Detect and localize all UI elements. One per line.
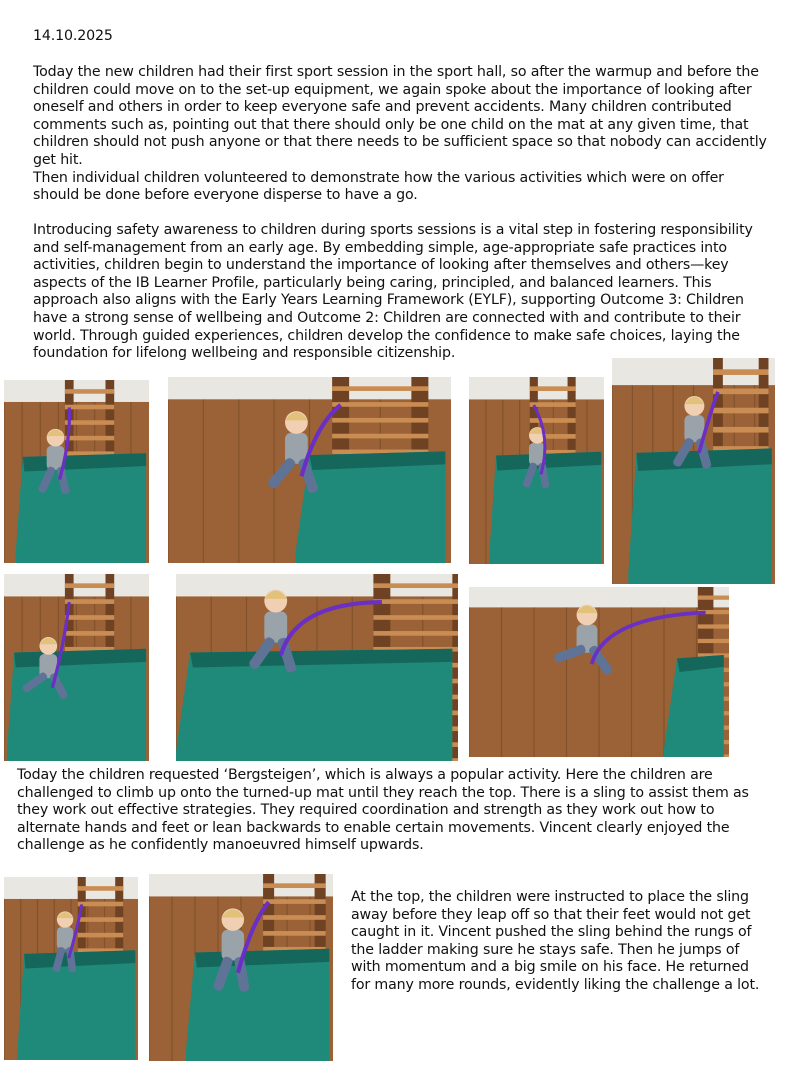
photo-climb-5 bbox=[4, 574, 149, 761]
photo-climb-6 bbox=[176, 574, 458, 761]
bergsteigen-paragraph: Today the children requested ‘Bergsteigen’, which is always a popular activity. Here the children are challenged to climb up onto the turned-up mat until they reach the top. There is a sling to assist them as they work out effective strategies. They required coordination and strength as they work out how to alternate hands and feet or lean backwards to enable certain movements. Vincent clearly enjoyed the challenge as he confidently manoeuvred himself upwards. bbox=[17, 767, 749, 854]
intro-text: Today the new children had their first sport session in the sport hall, so after the warmup and before the children could move on to the set-up equipment, we again spoke about the importance of looking after oneself and others in order to keep everyone safe and prevent accidents. Many children contributed comments such as, pointing out that there should only be one child on the mat at any given time, that children should not push anyone or that there needs to be sufficient space so that nobody can accidently get hit. bbox=[33, 64, 767, 168]
photo-jump bbox=[469, 587, 729, 757]
photo-climb-2 bbox=[168, 377, 451, 563]
photo-climb-3 bbox=[469, 377, 604, 564]
top-of-mat-paragraph: At the top, the children were instructed to place the sling away before they leap off so that their feet would not get caught in it. Vincent pushed the sling behind the rungs of the ladder making sure he stays safe. Then he jumps of with momentum and a big smile on his face. He returned for many more rounds, evidently liking the challenge a lot. bbox=[351, 889, 760, 993]
document-date: 14.10.2025 bbox=[33, 28, 113, 44]
volunteer-text: Then individual children volunteered to demonstrate how the various activities which were on offer should be done before everyone disperse to have a go. bbox=[33, 169, 724, 204]
photo-climb-4 bbox=[612, 358, 775, 584]
safety-paragraph: Introducing safety awareness to children during sports sessions is a vital step in fostering responsibility and self-management from an early age. By embedding simple, age-appropriate safe practices into activities, children begin to understand the importance of looking after themselves and others—key aspects of the IB Learner Profile, particularly being caring, principled, and balanced learners. This approach also aligns with the Early Years Learning Framework (EYLF), supporting Outcome 3: Children have a strong sense of wellbeing and Outcome 2: Children are connected with and contribute to their world. Through guided experiences, children develop the confidence to make safe choices, laying the foundation for lifelong wellbeing and responsible citizenship. bbox=[33, 222, 753, 362]
photo-climb-1 bbox=[4, 380, 149, 563]
photo-top-1 bbox=[4, 877, 138, 1060]
photo-top-2 bbox=[149, 874, 333, 1061]
intro-paragraph bbox=[33, 64, 773, 205]
